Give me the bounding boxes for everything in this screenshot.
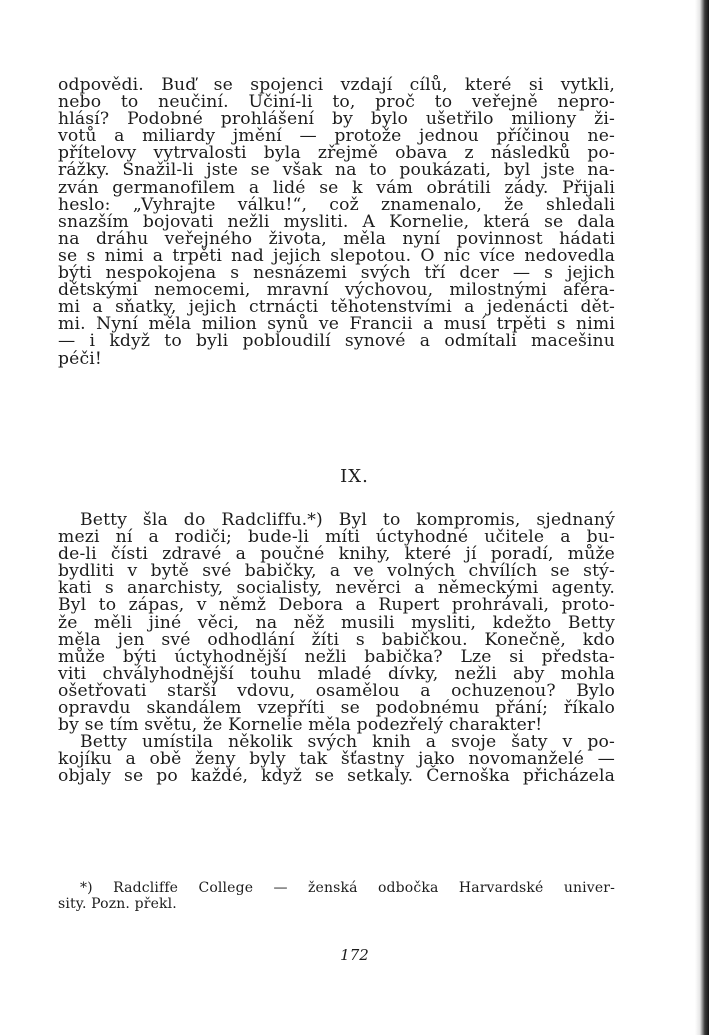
text-line: votů a miliardy jmění — protože jednou příčinou ne-: [58, 126, 615, 147]
footnote-line: sity. Pozn. překl.: [58, 896, 177, 912]
page-number: 172: [340, 946, 369, 964]
text-line: bydliti v bytě své babičky, a ve volných chvílích se stý-: [58, 561, 615, 582]
text-line: na dráhu veřejného života, měla nyní povinnost hádati: [58, 228, 615, 249]
paragraph-continued: [58, 77, 615, 368]
text-line: opravdu skandálem vzepříti se podobnému přání; říkalo: [58, 698, 615, 719]
text-line: odpovědi. Buď se spojenci vzdají cílů, které si vytkli,: [58, 75, 615, 95]
text-line: objaly se po každé, když se setkaly. Černoška přicházela: [58, 766, 615, 787]
chapter-heading: IX.: [340, 466, 369, 487]
text-line: Betty umístila několik svých knih a svoje šaty v po-: [80, 732, 615, 753]
text-line: Byl to zápas, v němž Debora a Rupert prohrávali, proto-: [58, 595, 615, 616]
text-line: Betty šla do Radcliffu.*) Byl to kompromis, sjednaný: [80, 510, 615, 530]
text-line: rážky. Snažil-li jste se však na to poukázati, byl jste na-: [58, 160, 615, 181]
text-line: mezi ní a rodiči; bude-li míti úctyhodné učitele a bu-: [58, 527, 615, 548]
text-line: kojíku a obě ženy byly tak šťastny jako novomanželé —: [58, 749, 615, 770]
text-line: — i když to byli pobloudilí synové a odmítali macešinu: [58, 331, 615, 352]
footnote-line: *) Radcliffe College — ženská odbočka Harvardské univer-: [80, 880, 615, 896]
text-line: měla jen své odhodlání žíti s babičkou. Konečně, kdo: [58, 629, 615, 650]
text-line: mi a sňatky, jejich ctrnácti těhotenstvími a jedenácti dět-: [58, 297, 615, 318]
text-line: hlásí? Podobné prohlášení by bylo ušetřilo miliony ži-: [58, 109, 615, 130]
text-line: kati s anarchisty, socialisty, nevěrci a německými agenty.: [58, 578, 615, 599]
paragraph-chapter-nine: [58, 512, 615, 786]
text-line: by se tím světu, že Kornelie měla podezřelý charakter!: [58, 715, 543, 736]
text-line: přítelovy vytrvalosti byla zřejmě obava z následků po-: [58, 143, 615, 164]
text-line: ošetřovati starší vdovu, osamělou a ochuzenou? Bylo: [58, 680, 615, 701]
text-line: de-li čísti zdravé a poučné knihy, které jí poradí, může: [58, 544, 615, 565]
text-line: mi. Nyní měla milion synů ve Francii a musí trpěti s nimi: [58, 314, 615, 335]
text-line: dětskými nemocemi, mravní výchovou, milostnými aféra-: [58, 280, 615, 301]
text-line: snazším bojovati nežli mysliti. A Kornelie, která se dala: [58, 211, 615, 232]
scan-binding-edge: [695, 0, 709, 1035]
footnote: [58, 880, 615, 912]
text-line: zván germanofilem a lidé se k vám obrátili zády. Přijali: [58, 177, 615, 198]
text-line: heslo: „Vyhrajte válku!“, což znamenalo, že shledali: [58, 194, 615, 215]
text-line: býti nespokojena s nesnázemi svých tří dcer — s jejich: [58, 263, 615, 284]
text-line: viti chvályhodnější touhu mladé dívky, nežli aby mohla: [58, 663, 615, 684]
text-line: nebo to neučiní. Učiní-li to, proč to veřejně nepro-: [58, 92, 615, 113]
text-line: péči!: [58, 348, 102, 369]
text-line: se s nimi a trpěti nad jejich slepotou. O nic více nedovedla: [58, 245, 615, 266]
text-line: že měli jiné věci, na něž musili mysliti, kdežto Betty: [58, 612, 615, 633]
text-line: může býti úctyhodnější nežli babička? Lze si předsta-: [58, 646, 615, 667]
